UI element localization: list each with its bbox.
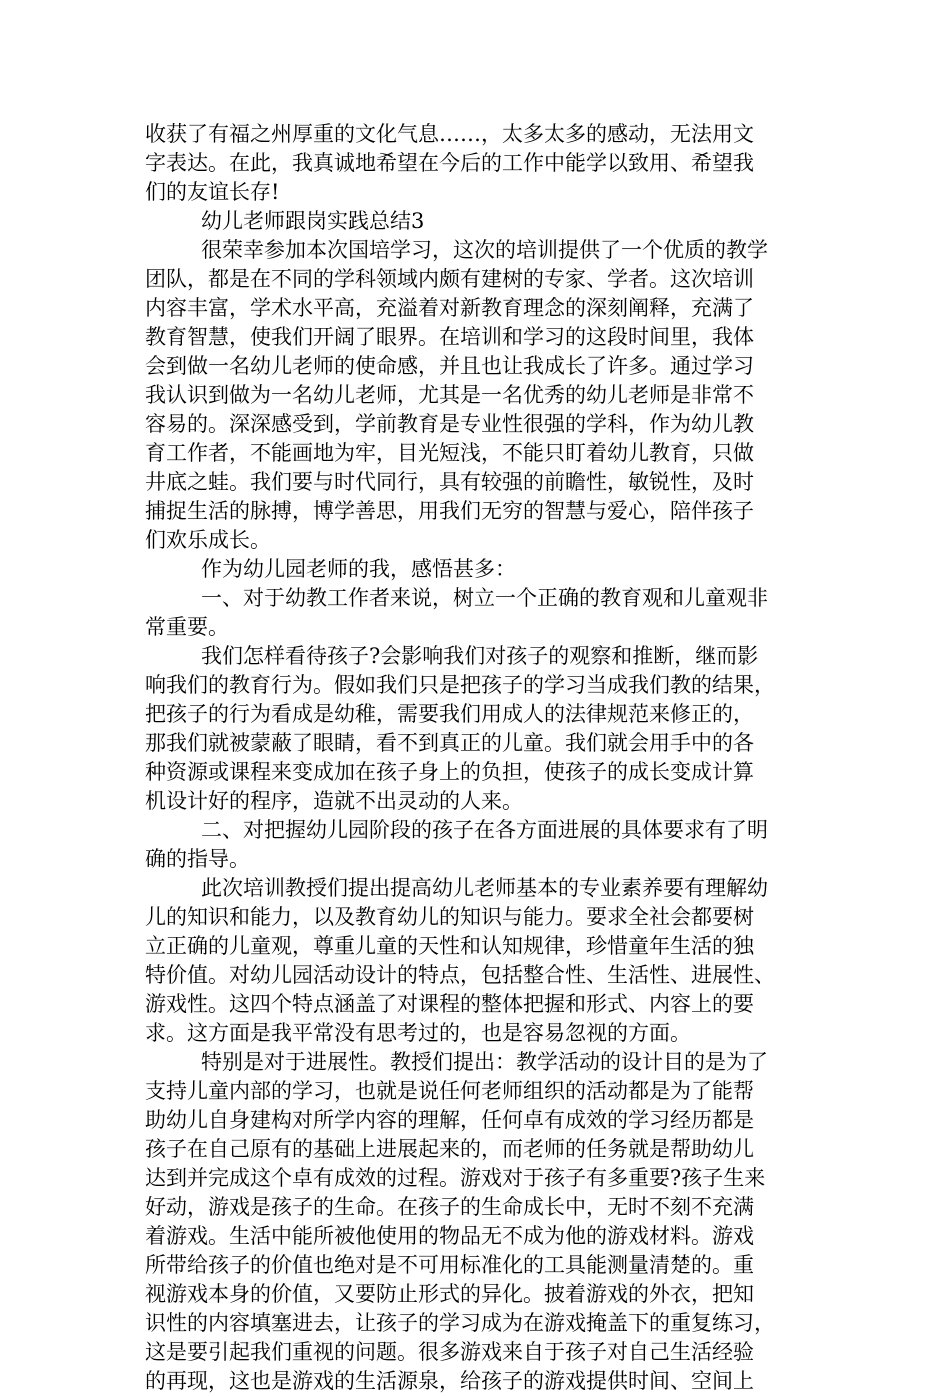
text-line: 捕捉生活的脉搏，博学善思，用我们无穷的智慧与爱心，陪伴孩子 [145, 499, 754, 523]
text-line: 求。这方面是我平常没有思考过的，也是容易忽视的方面。 [145, 1021, 691, 1045]
text-line: 好动，游戏是孩子的生命。在孩子的生命成长中，无时不刻不充满 [145, 1195, 754, 1219]
text-line: 那我们就被蒙蔽了眼睛，看不到真正的儿童。我们就会用手中的各 [145, 731, 754, 755]
text-line: 收获了有福之州厚重的文化气息……，太多太多的感动，无法用文 [145, 122, 754, 146]
text-line: 助幼儿自身建构对所学内容的理解，任何卓有成效的学习经历都是 [145, 1108, 754, 1132]
text-line: 们欢乐成长。 [145, 528, 271, 552]
text-line: 识性的内容填塞进去，让孩子的学习成为在游戏掩盖下的重复练习， [145, 1311, 775, 1335]
text-line: 达到并完成这个卓有成效的过程。游戏对于孩子有多重要?孩子生来 [145, 1166, 766, 1190]
text-line: 响我们的教育行为。假如我们只是把孩子的学习当成我们教的结果， [145, 673, 775, 697]
text-line: 二、对把握幼儿园阶段的孩子在各方面进展的具体要求有了明 [201, 818, 768, 842]
text-line: 确的指导。 [145, 847, 250, 871]
text-line: 机设计好的程序，造就不出灵动的人来。 [145, 789, 523, 813]
text-line: 特价值。对幼儿园活动设计的特点，包括整合性、生活性、进展性、 [145, 963, 775, 987]
text-line: 常重要。 [145, 615, 229, 639]
text-line: 字表达。在此，我真诚地希望在今后的工作中能学以致用、希望我 [145, 151, 754, 175]
text-line: 孩子在自己原有的基础上进展起来的，而老师的任务就是帮助幼儿 [145, 1137, 754, 1161]
text-line: 教育智慧，使我们开阔了眼界。在培训和学习的这段时间里，我体 [145, 325, 754, 349]
text-line: 们的友谊长存! [145, 180, 280, 204]
text-line: 立正确的儿童观，尊重儿童的天性和认知规律，珍惜童年生活的独 [145, 934, 754, 958]
text-line: 我认识到做为一名幼儿老师，尤其是一名优秀的幼儿老师是非常不 [145, 383, 754, 407]
text-line: 此次培训教授们提出提高幼儿老师基本的专业素养要有理解幼 [201, 876, 768, 900]
text-line: 一、对于幼教工作者来说，树立一个正确的教育观和儿童观非 [201, 586, 768, 610]
text-line: 儿的知识和能力，以及教育幼儿的知识与能力。要求全社会都要树 [145, 905, 754, 929]
text-line: 井底之蛙。我们要与时代同行，具有较强的前瞻性，敏锐性，及时 [145, 470, 754, 494]
text-line: 内容丰富，学术水平高，充溢着对新教育理念的深刻阐释，充满了 [145, 296, 754, 320]
text-line: 特别是对于进展性。教授们提出：教学活动的设计目的是为了 [201, 1050, 768, 1074]
text-line: 种资源或课程来变成加在孩子身上的负担，使孩子的成长变成计算 [145, 760, 754, 784]
text-line: 作为幼儿园老师的我，感悟甚多： [201, 557, 516, 581]
text-line: 会到做一名幼儿老师的使命感，并且也让我成长了许多。通过学习 [145, 354, 754, 378]
text-line: 很荣幸参加本次国培学习，这次的培训提供了一个优质的教学 [201, 238, 768, 262]
text-line: 游戏性。这四个特点涵盖了对课程的整体把握和形式、内容上的要 [145, 992, 754, 1016]
text-line: 把孩子的行为看成是幼稚，需要我们用成人的法律规范来修正的， [145, 702, 754, 726]
text-line: 幼儿老师跟岗实践总结3 [201, 209, 425, 233]
text-line: 视游戏本身的价值，又要防止形式的异化。披着游戏的外衣，把知 [145, 1282, 754, 1306]
text-line: 的再现，这也是游戏的生活源泉，给孩子的游戏提供时间、空间上 [145, 1369, 754, 1393]
text-line: 容易的。深深感受到，学前教育是专业性很强的学科，作为幼儿教 [145, 412, 754, 436]
text-line: 团队，都是在不同的学科领域内颇有建树的专家、学者。这次培训 [145, 267, 754, 291]
text-line: 育工作者，不能画地为牢，目光短浅，不能只盯着幼儿教育，只做 [145, 441, 754, 465]
text-line: 这是要引起我们重视的问题。很多游戏来自于孩子对自己生活经验 [145, 1340, 754, 1364]
text-line: 支持儿童内部的学习，也就是说任何老师组织的活动都是为了能帮 [145, 1079, 754, 1103]
text-line: 我们怎样看待孩子?会影响我们对孩子的观察和推断，继而影 [201, 644, 759, 668]
document-body [145, 120, 805, 1396]
text-line: 所带给孩子的价值也绝对是不可用标准化的工具能测量清楚的。重 [145, 1253, 754, 1277]
text-line: 着游戏。生活中能所被他使用的物品无不成为他的游戏材料。游戏 [145, 1224, 754, 1248]
